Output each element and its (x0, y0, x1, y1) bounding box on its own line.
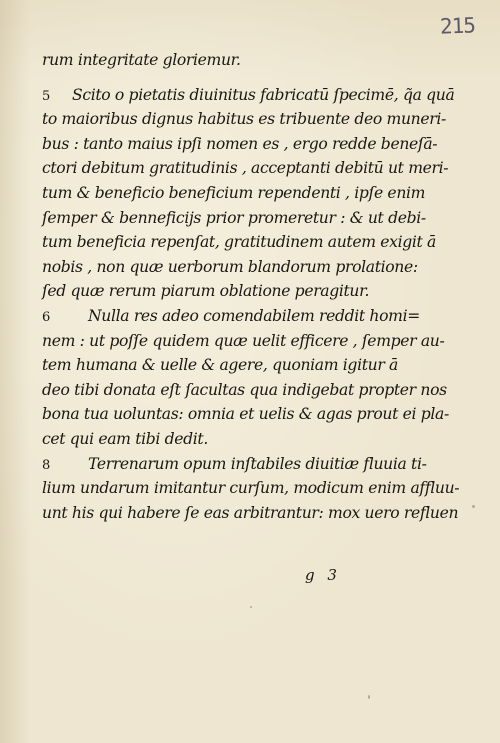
text-line (42, 107, 472, 132)
signature-mark: g 3 (305, 566, 341, 584)
line-text: rum integritate gloriemur. (42, 51, 241, 69)
text-line (42, 48, 472, 73)
paragraph-number: 6 (42, 309, 50, 325)
line-text: deo tibi donata eſt ſacultas qua indigebat propter nos (42, 380, 447, 399)
text-line (42, 304, 472, 329)
text-line (42, 353, 472, 378)
line-text: to maioribus dignus habitus es tribuente deo muneri- (42, 110, 446, 129)
line-text: tem humana & uelle & agere, quoniam igitur ā (42, 356, 398, 375)
line-text: nobis , non quæ uerborum blandorum prolatione: (42, 257, 418, 276)
text-line (42, 476, 472, 501)
paper-speck (250, 606, 252, 608)
text-line (42, 452, 472, 477)
line-text: nem : ut poſſe quidem quæ uelit efficere , ſemper au- (42, 331, 445, 350)
text-line (42, 156, 472, 181)
paragraph-number: 8 (42, 457, 50, 473)
line-text: tum beneficia repenſat, gratitudinem autem exigit ā (42, 233, 436, 252)
folio-number: 215 (439, 13, 476, 39)
text-line (42, 329, 472, 354)
text-line (42, 402, 472, 427)
line-text: Terrenarum opum inſtabiles diuitiæ fluuia ti- (88, 454, 427, 473)
text-line (42, 206, 472, 231)
text-line (42, 132, 472, 157)
line-text: Nulla res adeo comendabilem reddit homi= (88, 306, 420, 325)
line-text: bus : tanto maius ipſi nomen es , ergo redde beneſā- (42, 134, 438, 153)
text-line (42, 230, 472, 255)
line-text: bona tua uoluntas: omnia et uelis & agas prout ei pla- (42, 405, 449, 424)
line-text: tum & beneficio beneficium rependenti , ipſe enim (42, 183, 426, 202)
text-line (42, 279, 472, 304)
text-line (42, 83, 472, 108)
line-text: ctori debitum gratitudinis , acceptanti debitū ut meri- (42, 159, 449, 178)
text-line (42, 181, 472, 206)
paragraph-number: 5 (42, 88, 50, 104)
paper-speck (368, 695, 370, 699)
text-line (42, 501, 472, 526)
text-block (42, 48, 472, 525)
text-line (42, 255, 472, 280)
line-text: unt his qui habere ſe eas arbitrantur: mox uero refluen (42, 503, 459, 522)
line-text: ſed quæ rerum piarum oblatione peragitur. (42, 282, 370, 301)
paper-speck (472, 505, 475, 508)
line-text: ſemper & benneficijs prior promeretur : & ut debi- (42, 208, 426, 227)
line-text: Scito o pietatis diuinitus fabricatū ſpecimē, q̃a quā (72, 85, 455, 104)
line-text: cet qui eam tibi dedit. (42, 429, 208, 448)
text-line (42, 378, 472, 403)
text-line (42, 427, 472, 452)
line-text: lium undarum imitantur curſum, modicum enim affluu- (42, 479, 460, 498)
